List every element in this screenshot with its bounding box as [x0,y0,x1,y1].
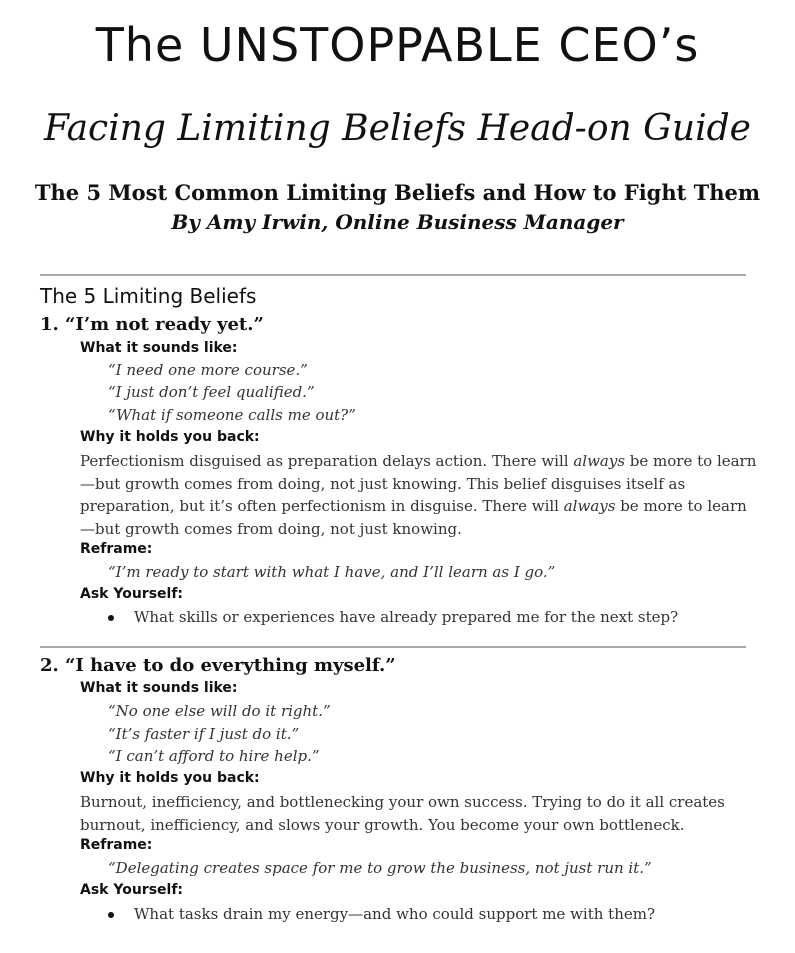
emphasis-always-1: always [573,452,626,470]
belief-1-quote-3: “What if someone calls me out?” [108,406,356,424]
belief-1-reframe-label: Reframe: [80,541,153,557]
belief-2-reframe-text: “Delegating creates space for me to grow the business, not just run it.” [108,859,652,877]
belief-2-ask-label: Ask Yourself: [80,882,184,898]
belief-1-why-label: Why it holds you back: [80,429,260,445]
bullet-icon [108,615,114,621]
guide-tagline: The 5 Most Common Limiting Beliefs and How to Fight Them [34,180,761,205]
emphasis-always-2: always [563,497,616,515]
belief-2-quote-3: “I can’t afford to hire help.” [108,747,320,765]
belief-1-ask-text: What skills or experiences have already prepared me for the next step? [134,608,679,626]
guide-subtitle: Facing Limiting Beliefs Head-on Guide [44,108,751,149]
belief-1-reframe-text: “I’m ready to start with what I have, and I’ll learn as I go.” [108,563,556,581]
belief-1-title: 1. “I’m not ready yet.” [40,314,264,335]
bullet-icon [108,912,114,918]
belief-2-reframe-label: Reframe: [80,837,153,853]
belief-1-sounds-label: What it sounds like: [80,340,238,356]
divider-top [40,274,746,276]
belief-1-quote-1: “I need one more course.” [108,361,308,379]
belief-2-why-label: Why it holds you back: [80,770,260,786]
guide-byline: By Amy Irwin, Online Business Manager [171,210,624,234]
belief-2-title: 2. “I have to do everything myself.” [40,655,396,676]
belief-1-quote-2: “I just don’t feel qualified.” [108,383,315,401]
section-title: The 5 Limiting Beliefs [40,284,257,308]
divider-middle [40,646,746,648]
belief-1-why-text: Perfectionism disguised as preparation delays action. There will always be more to learn—but growth comes from doing, not just knowing. This belief disguises itself as preparation, but it’s often perfectionism in disguise. There will always be more to learn—but growth comes from doing, not just knowing. [80,452,757,538]
belief-2-sounds-label: What it sounds like: [80,680,238,696]
belief-1-ask-label: Ask Yourself: [80,586,184,602]
belief-2-quote-1: “No one else will do it right.” [108,702,331,720]
belief-2-why-text: Burnout, inefficiency, and bottlenecking your own success. Trying to do it all creates burnout, inefficiency, and slows your growth. You become your own bottleneck. [80,793,725,834]
guide-title: The UNSTOPPABLE CEO’s [95,18,700,72]
belief-2-quote-2: “It’s faster if I just do it.” [108,725,300,743]
belief-2-ask-text: What tasks drain my energy—and who could support me with them? [134,905,655,923]
